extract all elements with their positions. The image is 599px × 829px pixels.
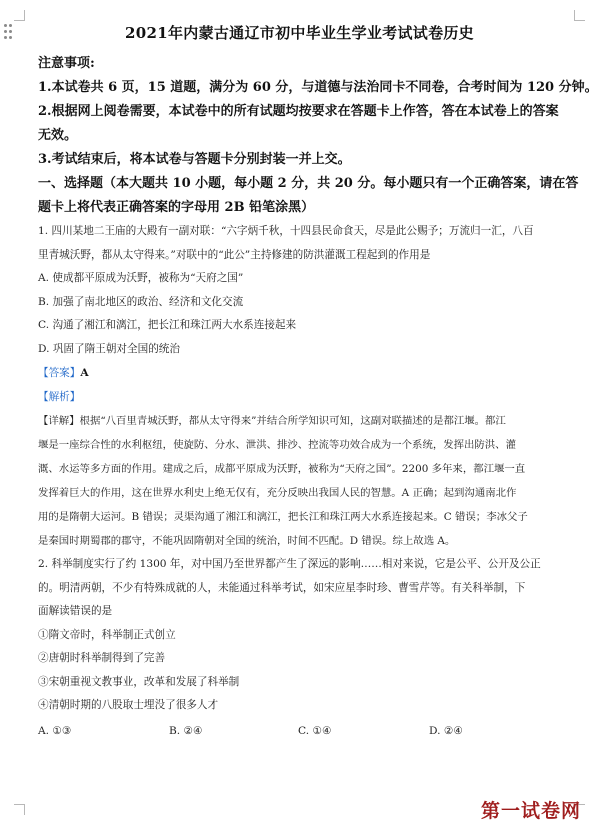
question-2-stem: 面解读错误的是 [38,605,113,617]
page-corner-mark [14,804,25,815]
question-1-option-a: A. 使成都平原成为沃野，被称为“天府之国” [38,272,244,284]
question-2-option-d: D. ②④ [429,724,463,737]
analysis-detail: 用的是隋朝大运河。B 错误；灵渠沟通了湘江和漓江，把长江和珠江两大水系连接起来。C 错误；李冰父子 [38,511,528,523]
notice-item: 3.考试结束后，将本试卷与答题卡分别封装一并上交。 [38,152,351,167]
document-body [38,52,598,744]
answer-label: 【答案】 [38,367,81,379]
question-1-stem: 1. 四川某地二王庙的大殿有一副对联：“六字炳千秋，十四县民命食天，尽是此公赐予；万流归一汇，八百 [38,225,534,237]
answer-value: A [80,367,89,379]
question-2-statement: ②唐朝时科举制得到了完善 [38,652,166,664]
section-heading: 题卡上将代表正确答案的字母用 2B 铅笔涂黑） [38,200,315,215]
analysis-detail: 堰是一座综合性的水利枢纽，使旋防、分水、泄洪、排沙、控流等功效合成为一个系统，发挥出防洪、灌 [38,439,516,451]
question-2-stem: 的。明清两朝，不少有特殊成就的人，未能通过科举考试，如宋应星李时珍、曹雪芹等。有关科举制，下 [38,581,526,594]
analysis-detail: 发挥着巨大的作用，这在世界水利史上绝无仅有，充分反映出我国人民的智慧。A 正确；起到沟通南北作 [38,487,517,499]
answer-line [38,361,568,385]
site-watermark: 第一试卷网 [480,800,581,822]
analysis-detail: 是秦国时期蜀郡的郡守，不能巩固隋朝对全国的统治，时间不匹配。D 错误。综上故选 A。 [38,535,456,547]
notice-item: 2.根据网上阅卷需要，本试卷中的所有试题均按要求在答题卡上作答，答在本试卷上的答案 [38,104,559,119]
question-2-statement: ④清朝时期的八股取士埋没了很多人才 [38,699,219,711]
question-1-option-b: B. 加强了南北地区的政治、经济和文化交流 [38,295,244,308]
notice-item: 1.本试卷共 6 页，15 道题，满分为 60 分，与道德与法治同卡不同卷，合考时间为 120 分钟。 [38,80,598,95]
page-title: 2021年内蒙古通辽市初中毕业生学业考试试卷历史 [125,24,474,42]
page-corner-mark [574,10,585,21]
question-1-option-d: D. 巩固了隋王朝对全国的统治 [38,342,180,355]
question-2-statement: ③宋朝重视文教事业，改革和发展了科举制 [38,675,240,688]
question-2-option-c: C. ①④ [298,724,332,737]
question-1-option-c: C. 沟通了湘江和漓江，把长江和珠江两大水系连接起来 [38,319,297,331]
question-2-stem: 2. 科举制度实行了约 1300 年，对中国乃至世界都产生了深远的影响……相对来说，它是公平、公开及公正 [38,558,541,570]
analysis-label: 【解析】 [38,391,81,403]
question-2-option-a: A. ①③ [38,724,72,737]
question-2-option-b: B. ②④ [169,724,203,737]
question-2-options [38,718,568,744]
question-2-statement: ①隋文帝时，科举制正式创立 [38,628,176,641]
analysis-detail: 溉、水运等多方面的作用。建成之后，成都平原成为沃野，被称为“天府之国”。2200 多年来，都江堰一直 [38,463,526,475]
notice-item: 无效。 [38,128,78,143]
page-corner-mark [14,10,25,21]
notice-heading: 注意事项: [38,56,95,71]
section-heading: 一、选择题（本大题共 10 小题，每小题 2 分，共 20 分。每小题只有一个正确答案，请在答 [38,176,579,191]
question-1-stem: 里青城沃野，都从太守得来。”对联中的“此公”主持修建的防洪灌溉工程起到的作用是 [38,248,431,261]
analysis-detail: 【详解】根据“八百里青城沃野，都从太守得来”并结合所学知识可知，这副对联描述的是都江堰。都江 [38,415,506,427]
